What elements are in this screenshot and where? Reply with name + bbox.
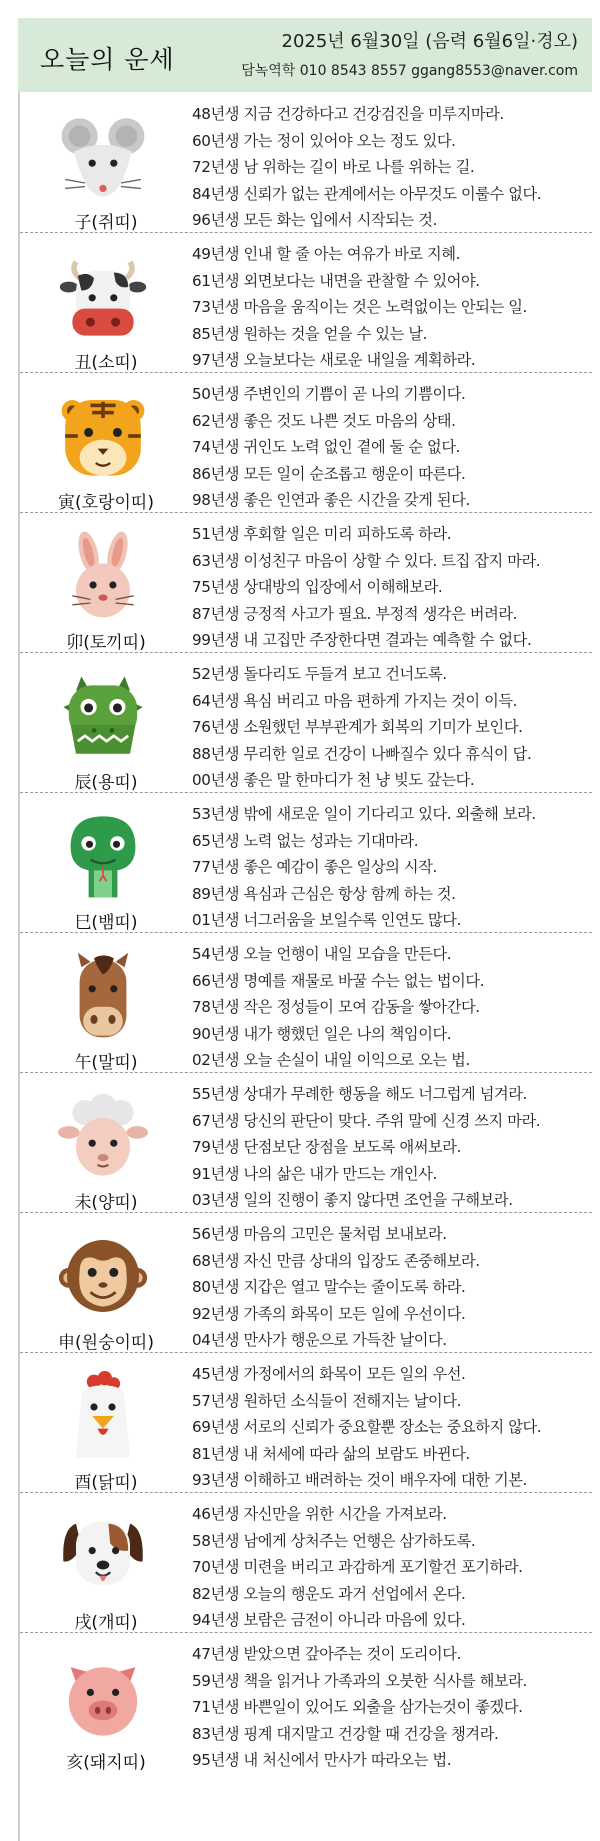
- fortune-line: 85년생 원하는 것을 얻을 수 있는 날.: [192, 324, 428, 343]
- fortune-line: 02년생 오늘 손실이 내일 이익으로 오는 법.: [192, 1051, 470, 1069]
- fortune-line: 76년생 소원했던 부부관계가 회복의 기미가 보인다.: [192, 718, 523, 736]
- fortune-line: 86년생 모든 일이 순조롭고 행운이 따른다.: [192, 464, 466, 483]
- zodiac-label: 巳(뱀띠): [74, 913, 138, 933]
- fortune-list: [192, 241, 588, 374]
- fortune-line: 50년생 주변인의 기쁨이 곧 나의 기쁨이다.: [192, 385, 466, 403]
- fortune-line: 73년생 마음을 움직이는 것은 노력없이는 안되는 일.: [192, 298, 527, 316]
- zodiac-row-pig: [20, 1632, 592, 1772]
- zodiac-label: 申(원숭이띠): [58, 1333, 154, 1353]
- fortune-list: [192, 521, 588, 654]
- fortune-line: 62년생 좋은 것도 나쁜 것도 마음의 상태.: [192, 411, 456, 430]
- zodiac-row-tiger: [20, 372, 592, 513]
- zodiac-row-cow: [20, 232, 592, 373]
- fortune-line: 48년생 지금 건강하다고 건강검진을 미루지마라.: [192, 105, 504, 123]
- fortune-line: 84년생 신뢰가 없는 관계에서는 아무것도 이룰수 없다.: [192, 184, 542, 203]
- zodiac-label: 子(쥐띠): [74, 213, 138, 233]
- fortune-line: 66년생 명예를 재물로 바꿀 수는 없는 법이다.: [192, 971, 485, 990]
- fortune-list: [192, 381, 588, 514]
- sheep-icon: [58, 1091, 148, 1181]
- zodiac-label: 寅(호랑이띠): [58, 493, 154, 513]
- fortune-line: 77년생 좋은 예감이 좋은 일상의 시작.: [192, 858, 437, 876]
- snake-icon: [58, 811, 148, 901]
- fortune-list: [192, 101, 588, 234]
- fortune-list: [192, 1501, 588, 1634]
- dog-icon: [58, 1511, 148, 1601]
- fortune-line: 99년생 내 고집만 주장한다면 결과는 예측할 수 없다.: [192, 631, 532, 649]
- monkey-icon: [58, 1231, 148, 1321]
- fortune-line: 92년생 가족의 화목이 모든 일에 우선이다.: [192, 1304, 466, 1323]
- fortune-list: [192, 1361, 588, 1494]
- fortune-line: 52년생 돌다리도 두들겨 보고 건너도록.: [192, 665, 447, 683]
- fortune-line: 78년생 작은 정성들이 모여 감동을 쌓아간다.: [192, 998, 480, 1016]
- zodiac-row-monkey: [20, 1212, 592, 1353]
- fortune-line: 97년생 오늘보다는 새로운 내일을 계획하라.: [192, 351, 476, 369]
- zodiac-label: 酉(닭띠): [74, 1473, 138, 1493]
- fortune-line: 01년생 너그러움을 보일수록 인연도 많다.: [192, 911, 462, 929]
- dragon-icon: [58, 671, 148, 761]
- fortune-line: 70년생 미련을 버리고 과감하게 포기할건 포기하라.: [192, 1558, 523, 1576]
- header: [18, 18, 592, 92]
- fortune-line: 56년생 마음의 고민은 물처럼 보내보라.: [192, 1225, 447, 1243]
- fortune-line: 93년생 이해하고 배려하는 것이 배우자에 대한 기본.: [192, 1471, 527, 1489]
- zodiac-label: 亥(돼지띠): [66, 1753, 146, 1773]
- fortune-line: 90년생 내가 행했던 일은 나의 책임이다.: [192, 1024, 452, 1043]
- zodiac-row-mouse: [20, 92, 592, 233]
- fortune-line: 75년생 상대방의 입장에서 이해해보라.: [192, 578, 443, 596]
- fortune-line: 89년생 욕심과 근심은 항상 함께 하는 것.: [192, 884, 456, 903]
- fortune-line: 00년생 좋은 말 한마디가 천 냥 빚도 갚는다.: [192, 771, 475, 789]
- zodiac-row-dragon: [20, 652, 592, 793]
- fortune-line: 57년생 원하던 소식들이 전해지는 날이다.: [192, 1391, 462, 1410]
- zodiac-label: 丑(소띠): [74, 353, 138, 373]
- fortune-line: 71년생 바쁜일이 있어도 외출을 삼가는것이 좋겠다.: [192, 1698, 523, 1716]
- fortune-line: 49년생 인내 할 줄 아는 여유가 바로 지혜.: [192, 245, 461, 263]
- zodiac-row-rooster: [20, 1352, 592, 1493]
- fortune-line: 04년생 만사가 행운으로 가득찬 날이다.: [192, 1331, 447, 1349]
- fortune-line: 80년생 지갑은 열고 말수는 줄이도록 하라.: [192, 1278, 466, 1296]
- fortune-line: 88년생 무리한 일로 건강이 나빠질수 있다 휴식이 답.: [192, 744, 532, 763]
- fortune-line: 68년생 자신 만큼 상대의 입장도 존중해보라.: [192, 1251, 480, 1270]
- date-line: 2025년 6월30일 (음력 6월6일·경오): [281, 31, 578, 52]
- fortune-line: 69년생 서로의 신뢰가 중요할뿐 장소는 중요하지 않다.: [192, 1418, 542, 1436]
- fortune-line: 95년생 내 처신에서 만사가 따라오는 법.: [192, 1751, 452, 1769]
- zodiac-label: 辰(용띠): [74, 773, 138, 793]
- fortune-line: 58년생 남에게 상처주는 언행은 삼가하도록.: [192, 1531, 476, 1550]
- fortune-line: 65년생 노력 없는 성과는 기대마라.: [192, 831, 419, 850]
- fortune-line: 47년생 받았으면 갚아주는 것이 도리이다.: [192, 1645, 462, 1663]
- zodiac-row-dog: [20, 1492, 592, 1633]
- fortune-list: [192, 1641, 588, 1774]
- fortune-list: [192, 801, 588, 934]
- fortune-line: 91년생 나의 삶은 내가 만드는 개인사.: [192, 1164, 437, 1183]
- fortune-line: 96년생 모든 화는 입에서 시작되는 것.: [192, 211, 437, 229]
- zodiac-row-sheep: [20, 1072, 592, 1213]
- fortune-line: 60년생 가는 정이 있어야 오는 정도 있다.: [192, 131, 456, 150]
- zodiac-row-snake: [20, 792, 592, 933]
- fortune-line: 55년생 상대가 무례한 행동을 해도 너그럽게 넘겨라.: [192, 1085, 527, 1103]
- fortune-line: 83년생 핑계 대지말고 건강할 때 건강을 챙겨라.: [192, 1724, 499, 1743]
- fortune-line: 98년생 좋은 인연과 좋은 시간을 갖게 된다.: [192, 491, 470, 509]
- pig-icon: [58, 1651, 148, 1741]
- fortune-line: 94년생 보람은 금전이 아니라 마음에 있다.: [192, 1611, 466, 1629]
- fortune-line: 46년생 자신만을 위한 시간을 가져보라.: [192, 1505, 447, 1523]
- fortune-line: 51년생 후회할 일은 미리 피하도록 하라.: [192, 525, 452, 543]
- fortune-line: 82년생 오늘의 행운도 과거 선업에서 온다.: [192, 1584, 466, 1603]
- fortune-line: 53년생 밖에 새로운 일이 기다리고 있다. 외출해 보라.: [192, 805, 536, 823]
- fortune-line: 79년생 단점보단 장점을 보도록 애써보라.: [192, 1138, 462, 1156]
- fortune-line: 54년생 오늘 언행이 내일 모습을 만든다.: [192, 945, 452, 963]
- fortune-list: [192, 1081, 588, 1214]
- tiger-icon: [58, 391, 148, 481]
- fortune-line: 81년생 내 처세에 따라 삶의 보람도 바뀐다.: [192, 1444, 470, 1463]
- fortune-line: 59년생 책을 읽거나 가족과의 오붓한 식사를 해보라.: [192, 1671, 527, 1690]
- fortune-list: [192, 661, 588, 794]
- zodiac-row-rabbit: [20, 512, 592, 653]
- fortune-list: [192, 941, 588, 1074]
- horse-icon: [58, 951, 148, 1041]
- zodiac-label: 卯(토끼띠): [66, 633, 146, 653]
- page-title: 오늘의 운세: [40, 45, 175, 74]
- zodiac-label: 午(말띠): [74, 1053, 138, 1073]
- fortune-line: 61년생 외면보다는 내면을 관찰할 수 있어야.: [192, 271, 480, 290]
- rooster-icon: [58, 1371, 148, 1461]
- contact-line: 담녹역학 010 8543 8557 ggang8553@naver.com: [241, 63, 578, 79]
- fortune-line: 45년생 가정에서의 화목이 모든 일의 우선.: [192, 1365, 466, 1383]
- fortune-line: 67년생 당신의 판단이 맞다. 주위 말에 신경 쓰지 마라.: [192, 1111, 541, 1130]
- zodiac-row-horse: [20, 932, 592, 1073]
- zodiac-label: 未(양띠): [74, 1193, 138, 1213]
- rabbit-icon: [58, 531, 148, 621]
- fortune-list: [192, 1221, 588, 1354]
- zodiac-label: 戌(개띠): [74, 1613, 138, 1633]
- fortune-line: 03년생 일의 진행이 좋지 않다면 조언을 구해보라.: [192, 1191, 513, 1209]
- cow-icon: [58, 251, 148, 341]
- mouse-icon: [58, 111, 148, 201]
- fortune-line: 63년생 이성친구 마음이 상할 수 있다. 트집 잡지 마라.: [192, 551, 541, 570]
- fortune-line: 72년생 남 위하는 길이 바로 나를 위하는 길.: [192, 158, 475, 176]
- fortune-line: 87년생 긍정적 사고가 필요. 부정적 생각은 버려라.: [192, 604, 518, 623]
- fortune-line: 64년생 욕심 버리고 마음 편하게 가지는 것이 이득.: [192, 691, 518, 710]
- fortune-line: 74년생 귀인도 노력 없인 곁에 둘 순 없다.: [192, 438, 461, 456]
